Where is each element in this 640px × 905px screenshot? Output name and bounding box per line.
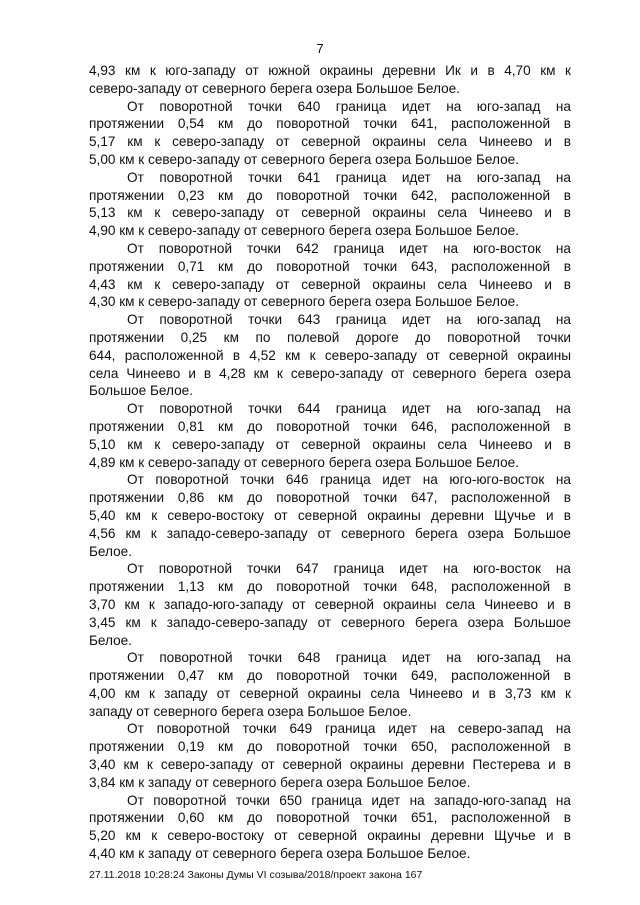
text-line: От поворотной точки 650 граница идет на западо-юго-запад на	[127, 792, 571, 808]
text-line: протяжении 0,60 км до поворотной точки 651, расположенной в	[89, 810, 571, 826]
text-line: протяжении 0,71 км до поворотной точки 643, расположенной в	[89, 258, 571, 274]
text-line: 5,00 км к северо-западу от северного берега озера Большое Белое.	[89, 151, 520, 167]
text-line: 4,90 км к северо-западу от северного берега озера Большое Белое.	[89, 223, 520, 239]
paragraph	[89, 471, 571, 560]
text-line: села Чинеево и в 4,28 км к северо-западу от северного берега озера	[89, 365, 571, 381]
paragraph	[89, 792, 571, 863]
text-line: Белое.	[89, 632, 133, 648]
paragraph	[89, 560, 571, 649]
paragraph	[89, 400, 571, 471]
paragraph	[89, 649, 571, 720]
text-line: 5,17 км к северо-западу от северной окраины села Чинеево и в	[89, 134, 571, 150]
text-line: От поворотной точки 642 граница идет на юго-восток на	[127, 240, 571, 256]
text-line: От поворотной точки 646 граница идет на юго-юго-восток на	[127, 472, 571, 488]
text-line: От поворотной точки 643 граница идет на юго-запад на	[127, 312, 571, 328]
text-line: 5,10 км к северо-западу от северной окраины села Чинеево и в	[89, 436, 571, 452]
text-line: 4,93 км к юго-западу от южной окраины деревни Ик и в 4,70 км к	[89, 63, 571, 78]
text-line: 4,30 км к северо-западу от северного берега озера Большое Белое.	[89, 294, 520, 310]
page-number: 7	[316, 41, 324, 56]
text-line: протяжении 0,54 км до поворотной точки 641, расположенной в	[89, 116, 571, 132]
text-line: 4,56 км к западо-северо-западу от северного берега озера Большое	[89, 525, 571, 541]
text-line: От поворотной точки 640 граница идет на юго-запад на	[127, 98, 571, 114]
text-line: От поворотной точки 649 граница идет на северо-запад на	[127, 721, 571, 737]
text-line: 3,45 км к западо-северо-западу от северного берега озера Большое	[89, 614, 571, 630]
text-line: Белое.	[89, 543, 133, 559]
text-line: протяжении 0,25 км по полевой дороге до поворотной точки	[89, 329, 571, 345]
text-line: 5,13 км к северо-западу от северной окраины села Чинеево и в	[89, 205, 571, 221]
paragraph	[89, 169, 571, 240]
text-line: 3,70 км к западо-юго-западу от северной окраины села Чинеево и в	[89, 596, 571, 612]
text-line: 4,43 км к северо-западу от северной окраины села Чинеево и в	[89, 276, 571, 292]
text-line: 4,00 км к западу от северной окраины села Чинеево и в 3,73 км к	[89, 685, 571, 701]
text-line: 5,20 км к северо-востоку от северной окраины деревни Щучье и в	[89, 828, 571, 844]
text-line: 644, расположенной в 4,52 км к северо-западу от северной окраины	[89, 347, 571, 363]
text-line: 3,84 км к западу от северного берега озера Большое Белое.	[89, 774, 471, 790]
text-line: От поворотной точки 647 граница идет на юго-восток на	[127, 561, 571, 577]
text-line: западу от северного берега озера Большое Белое.	[89, 703, 412, 719]
text-line: 4,89 км к северо-западу от северного берега озера Большое Белое.	[89, 454, 520, 470]
text-line: протяжении 0,81 км до поворотной точки 646, расположенной в	[89, 418, 571, 434]
text-line: От поворотной точки 648 граница идет на юго-запад на	[127, 650, 571, 666]
paragraph	[89, 98, 571, 169]
paragraph	[89, 720, 571, 791]
text-line: Большое Белое.	[89, 383, 194, 399]
text-line: протяжении 0,23 км до поворотной точки 642, расположенной в	[89, 187, 571, 203]
paragraph	[89, 311, 571, 400]
paragraph	[89, 62, 571, 98]
text-line: северо-западу от северного берега озера Большое Белое.	[89, 80, 460, 96]
text-line: протяжении 1,13 км до поворотной точки 648, расположенной в	[89, 579, 571, 595]
text-line: 5,40 км к северо-востоку от северной окраины деревни Щучье и в	[89, 507, 571, 523]
text-line: От поворотной точки 644 граница идет на юго-запад на	[127, 401, 571, 417]
text-line: 4,40 км к западу от северного берега озера Большое Белое.	[89, 846, 471, 862]
text-line: протяжении 0,47 км до поворотной точки 649, расположенной в	[89, 668, 571, 684]
paragraph	[89, 240, 571, 311]
text-line: 3,40 км к северо-западу от северной окраины деревни Пестерева и в	[89, 757, 571, 773]
text-line: протяжении 0,19 км до поворотной точки 650, расположенной в	[89, 739, 571, 755]
text-line: От поворотной точки 641 граница идет на юго-запад на	[127, 169, 571, 185]
text-line: протяжении 0,86 км до поворотной точки 647, расположенной в	[89, 490, 571, 506]
document-footer: 27.11.2018 10:28:24 Законы Думы VI созыва/2018/проект закона 167	[89, 869, 423, 881]
document-body	[89, 62, 571, 863]
